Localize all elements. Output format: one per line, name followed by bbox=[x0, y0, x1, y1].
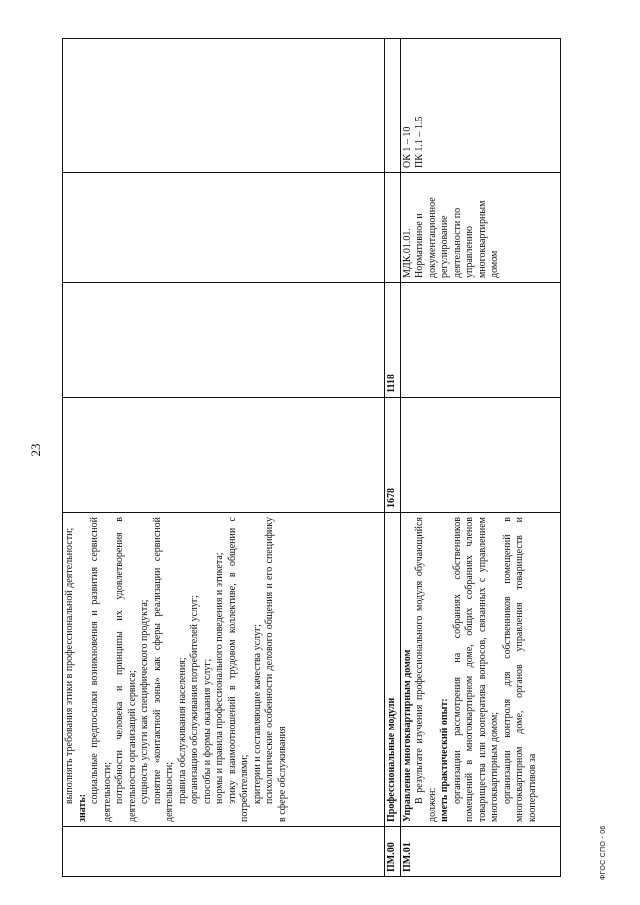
hours-req-cell bbox=[63, 283, 385, 398]
content-cell bbox=[63, 513, 385, 827]
module-title: Профессиональные модули bbox=[385, 513, 401, 827]
module-title: Управление многоквартирным домом bbox=[401, 649, 413, 822]
mdk-cell bbox=[385, 173, 401, 283]
list-item: этику взаимоотношений в трудовом коллективе, в общении с потребителями; bbox=[226, 517, 250, 822]
page-number: 23 bbox=[28, 443, 43, 457]
list-item: психологические особенности делового общения и его специфику в сфере обслуживания bbox=[264, 517, 288, 822]
module-code: ПМ.00 bbox=[385, 827, 401, 877]
list-item: способы и формы оказания услуг; bbox=[201, 658, 213, 804]
list-item: организации рассмотрения на собраниях собственников помещений в многоквартирном доме, общих собраниях членов товарищества или кооператива вопросов, связанных с управлением многоквартирным домом; bbox=[451, 517, 500, 822]
table-row bbox=[385, 39, 401, 877]
table-row bbox=[400, 39, 560, 877]
list-item: организацию обслуживания потребителей услуг; bbox=[189, 595, 200, 804]
mdk-cell bbox=[63, 173, 385, 283]
hours-req-cell bbox=[400, 283, 560, 398]
hours-max-cell bbox=[63, 398, 385, 513]
list-item: социальные предпосылки возникновения и развития сервисной деятельности; bbox=[89, 517, 113, 822]
table-row bbox=[63, 39, 385, 877]
list-item: сущность услуги как специфического продукта; bbox=[139, 599, 150, 804]
list-item: критерии и составляющие качества услуг; bbox=[251, 624, 263, 804]
hours-max-cell bbox=[400, 398, 560, 513]
competencies-cell bbox=[385, 39, 401, 173]
content-line: выполнять требования этики в профессиональной деятельности; bbox=[64, 527, 75, 804]
hours-req: 1118 bbox=[385, 283, 401, 398]
competencies: ОК 1 – 10 ПК 1.1 – 1.5 bbox=[400, 39, 560, 173]
znat-label: знать: bbox=[76, 793, 88, 822]
list-item: организации контроля для собственников помещений в многоквартирном доме, органов управления товариществ и кооперативов за bbox=[501, 517, 538, 822]
competencies-cell bbox=[63, 39, 385, 173]
list-item: правила обслуживания населения; bbox=[176, 657, 188, 804]
hours-max: 1678 bbox=[385, 398, 401, 513]
list-item: потребности человека и принципы их удовлетворения в деятельности организаций сервиса; bbox=[114, 517, 138, 822]
footer-text: ФГОС СПО - 06 bbox=[600, 825, 607, 880]
module-intro: В результате изучения профессионального модуля обучающийся должен: bbox=[414, 517, 438, 822]
module-code: ПМ.01 bbox=[400, 827, 560, 877]
code-cell bbox=[63, 827, 385, 877]
knowledge-list bbox=[89, 517, 289, 822]
list-item: понятие «контактной зоны» как сферы реализации сервисной деятельности; bbox=[151, 517, 175, 822]
curriculum-table bbox=[62, 38, 561, 877]
content-cell bbox=[400, 513, 560, 827]
practice-list bbox=[452, 517, 540, 822]
mdk-name: МДК.01.01. Нормативное и документационное регулирование деятельности по управлению многоквартирным домом bbox=[400, 173, 560, 283]
list-item: нормы и правила профессионального поведения и этикета; bbox=[214, 552, 225, 804]
practice-label: иметь практический опыт: bbox=[439, 698, 450, 822]
